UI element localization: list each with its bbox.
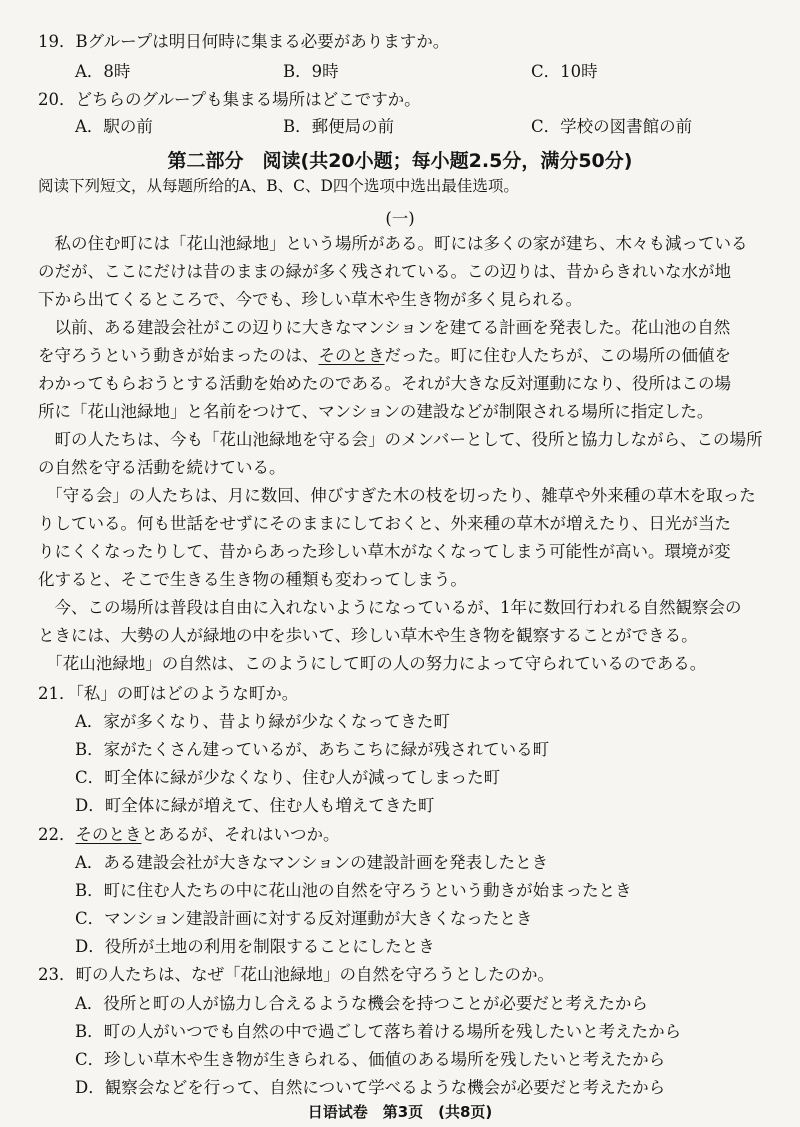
- question-22-option-c: C．マンション建設計画に対する反対運動が大きくなったとき: [75, 909, 533, 928]
- question-22-option-a: A．ある建設会社が大きなマンションの建設計画を発表したとき: [75, 853, 549, 872]
- question-20-option-b: B．郵便局の前: [283, 117, 395, 136]
- question-22-underlined: そのとき: [75, 825, 142, 844]
- question-23-stem: 23．町の人たちは、なぜ「花山池緑地」の自然を守ろうとしたのか。: [38, 965, 554, 984]
- underlined-phrase: そのとき: [318, 346, 385, 365]
- question-19-option-b: B．9時: [283, 62, 339, 81]
- question-22-option-b: B．町に住む人たちの中に花山池の自然を守ろうという動きが始まったとき: [75, 881, 632, 900]
- question-19-option-a: A．8時: [75, 62, 131, 81]
- passage-line: 以前、ある建設会社がこの辺りに大きなマンションを建てる計画を発表した。花山池の自然: [38, 318, 731, 337]
- passage-text: だった。町に住む人たちが、この場所の価値を: [384, 346, 731, 365]
- question-21-option-b: B．家がたくさん建っているが、あちこちに緑が残されている町: [75, 740, 550, 759]
- question-20-stem: 20．どちらのグループも集まる場所はどこですか。: [38, 90, 421, 109]
- passage-line: の自然を守る活動を続けている。: [38, 458, 286, 477]
- passage-line: 町の人たちは、今も「花山池緑地を守る会」のメンバーとして、役所と協力しながら、この場所: [38, 430, 763, 449]
- question-21-option-c: C．町全体に緑が少なくなり、住む人が減ってしまった町: [75, 768, 501, 787]
- passage-line: ときには、大勢の人が緑地の中を歩いて、珍しい草木や生き物を観察することができる。: [38, 626, 698, 645]
- passage-line: 化すると、そこで生きる生き物の種類も変わってしまう。: [38, 570, 467, 589]
- passage-line: のだが、ここにだけは昔のままの緑が多く残されている。この辺りは、昔からきれいな水が地: [38, 262, 731, 281]
- passage-line: わかってもらおうとする活動を始めたのである。それが大きな反対運動になり、役所はこの場: [38, 374, 731, 393]
- passage-text: を守ろうという動きが始まったのは、: [38, 346, 319, 365]
- question-22-option-d: D．役所が土地の利用を制限することにしたとき: [75, 937, 435, 956]
- question-22-stem: [38, 824, 340, 846]
- question-21-option-a: A．家が多くなり、昔より緑が少なくなってきた町: [75, 712, 450, 731]
- question-23-option-b: B．町の人がいつでも自然の中で過ごして落ち着ける場所を残したいと考えたから: [75, 1022, 682, 1041]
- question-22-stem-text: とあるが、それはいつか。: [141, 825, 340, 844]
- question-20-option-c: C．学校の図書館の前: [531, 117, 693, 136]
- passage-line: 下から出てくるところで、今でも、珍しい草木や生き物が多く見られる。: [38, 290, 583, 309]
- question-21-stem: 21．「私」の町はどのような町か。: [38, 684, 299, 703]
- question-20-option-a: A．駅の前: [75, 117, 153, 136]
- question-23-option-d: D．観察会などを行って、自然について学べるような機会が必要だと考えたから: [75, 1078, 666, 1097]
- passage-number: (一): [385, 209, 415, 228]
- passage-line: りしている。何も世話をせずにそのままにしておくと、外来種の草木が増えたり、日光が当た: [38, 514, 731, 533]
- passage-line: 所に「花山池緑地」と名前をつけて、マンションの建設などが制限される場所に指定した。: [38, 402, 714, 421]
- passage-line: 私の住む町には「花山池緑地」という場所がある。町には多くの家が建ち、木々も減っている: [38, 234, 748, 253]
- question-23-option-a: A．役所と町の人が協力し合えるような機会を持つことが必要だと考えたから: [75, 994, 648, 1013]
- section-instruction: 阅读下列短文，从每题所给的A、B、C、D四个选项中选出最佳选项。: [38, 177, 519, 195]
- question-19-option-c: C．10時: [531, 62, 598, 81]
- section-title: 第二部分 阅读(共20小题；每小题2.5分，满分50分): [167, 150, 633, 172]
- question-22-number: 22．: [38, 825, 76, 844]
- passage-line: りにくくなったりして、昔からあった珍しい草木がなくなってしまう可能性が高い。環境が変: [38, 542, 731, 561]
- question-19-stem: 19．Bグループは明日何時に集まる必要がありますか。: [38, 32, 450, 51]
- passage-line: 「守る会」の人たちは、月に数回、伸びすぎた木の枝を切ったり、雑草や外来種の草木を取った: [38, 486, 756, 505]
- passage-line: 「花山池緑地」の自然は、このようにして町の人の努力によって守られているのである。: [38, 654, 707, 673]
- passage-line: 今、この場所は普段は自由に入れないようになっているが、1年に数回行われる自然観察会の: [38, 598, 742, 617]
- page-footer: 日语试卷 第3页 (共8页): [307, 1103, 493, 1121]
- question-23-option-c: C．珍しい草木や生き物が生きられる、価値のある場所を残したいと考えたから: [75, 1050, 666, 1069]
- question-21-option-d: D．町全体に緑が増えて、住む人も増えてきた町: [75, 796, 435, 815]
- passage-line-with-underline: [38, 345, 731, 367]
